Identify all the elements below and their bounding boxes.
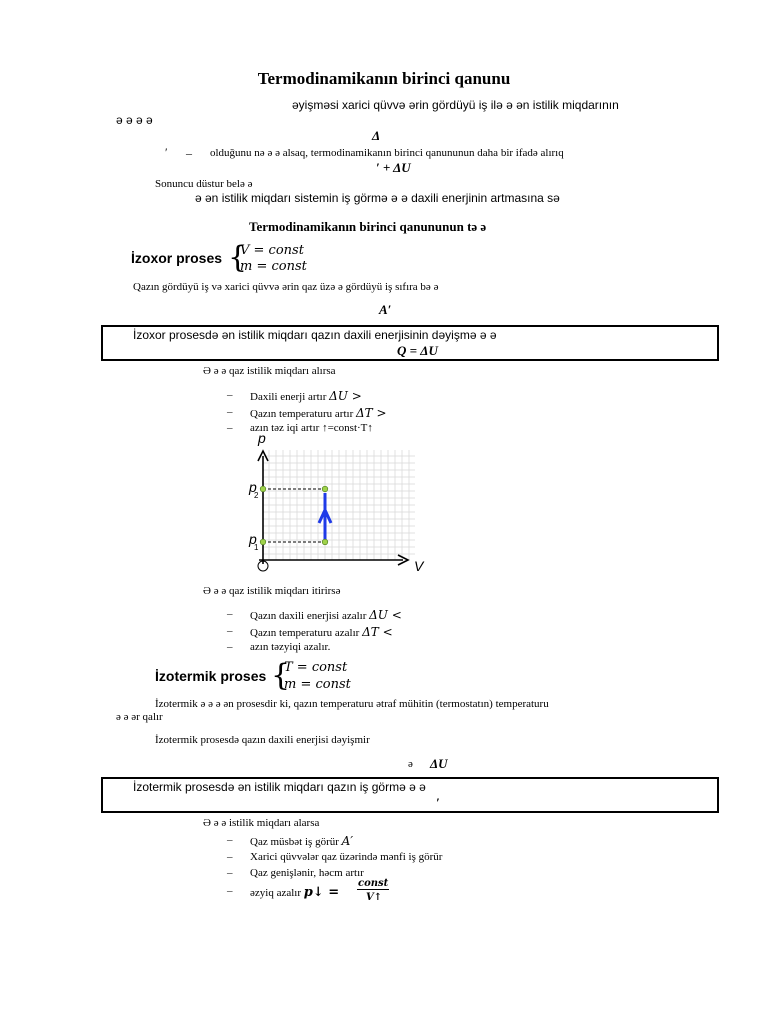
izoxor-box-line-1: İzoxor prosesdə ən istilik miqdarı qazın daxili enerjisinin dəyişmə ə ə — [133, 328, 497, 342]
izoxor-brace: { — [228, 240, 248, 275]
list-item-dash: – — [227, 625, 233, 637]
intro-formula-2: ′ + ΔU — [376, 160, 411, 175]
list-item — [250, 608, 402, 622]
izotermik-brace: { — [271, 658, 291, 693]
list-item-math: ΔU < — [369, 608, 402, 622]
list-item-dash: – — [227, 834, 233, 846]
list-item-math: ΔT > — [355, 406, 387, 420]
list-item-text: Qazın temperaturu azalır — [250, 627, 363, 639]
izotermik-definition-1: İzotermik ə ə ə ən prosesdir ki, qazın temperaturu ətraf mühitin (termostatın) temperaturu — [155, 698, 549, 710]
list-item-dash: – — [227, 885, 233, 897]
list-item-dash: – — [227, 406, 233, 418]
izoxor-condition-1: V = const — [240, 243, 304, 258]
list-item-math: p↓ = — [303, 885, 340, 900]
graph-x-label: V — [414, 558, 424, 574]
intro-line-3-dash: – — [186, 146, 192, 160]
list-item-text: Qazın daxili enerjisi azalır — [250, 610, 370, 622]
intro-line-4: Sonuncu düstur belə ə — [155, 178, 253, 190]
izotermik-formula: ΔU — [430, 756, 448, 771]
graph-y-label: p — [258, 430, 266, 446]
list-item-math: ΔU > — [329, 389, 362, 403]
izotermik-condition-2: m = const — [284, 677, 351, 692]
list-item — [250, 867, 364, 879]
list-item-dash: – — [227, 851, 233, 863]
izotermik-definition-2: ə ə ər qalır — [116, 711, 163, 723]
list-item — [250, 834, 353, 848]
graph-point — [322, 486, 328, 492]
intro-line-5: ə ən istilik miqdarı sistemin iş görmə ə ə daxili enerjinin artmasına sə — [195, 191, 560, 205]
list-item-text: əzyiq azalır — [250, 887, 304, 899]
fraction-numerator: const — [358, 878, 389, 889]
list-item-text: Daxili enerji artır — [250, 391, 330, 403]
pv-diagram — [245, 430, 425, 578]
intro-line-1: əyişməsi xarici qüvvə ərin gördüyü iş ilə ə ən istilik miqdarının — [292, 98, 619, 112]
list-item-dash: – — [227, 422, 233, 434]
graph-p2-label: p — [249, 479, 257, 495]
list-item-dash: – — [227, 608, 233, 620]
izoxor-box-line-2: Q = ΔU — [397, 343, 438, 358]
izoxor-case2-title: Ə ə ə qaz istilik miqdarı itirirsə — [203, 585, 341, 597]
graph-p1-label: p — [249, 531, 257, 547]
intro-line-3-prefix: ′ — [165, 145, 168, 159]
list-item-math: ΔT < — [362, 625, 393, 639]
izotermik-box-line-2: ′ — [436, 795, 440, 810]
graph-grid — [263, 450, 415, 560]
list-item — [250, 641, 330, 653]
list-item — [250, 406, 387, 420]
list-item-math: A′ — [341, 834, 354, 848]
list-item-dash: – — [227, 641, 233, 653]
list-item — [250, 389, 362, 403]
graph-point — [322, 539, 328, 545]
graph-point — [260, 539, 266, 545]
list-item-text: Xarici qüvvələr qaz üzərində mənfi iş görür — [250, 851, 443, 863]
izoxor-case1-title: Ə ə ə qaz istilik miqdarı alırsa — [203, 365, 336, 377]
list-item — [250, 885, 339, 900]
izotermik-heading: İzotermik proses — [155, 668, 267, 684]
list-item-text: Qazın temperaturu artır — [250, 408, 356, 420]
izotermik-text: İzotermik prosesdə qazın daxili enerjisi dəyişmir — [155, 734, 370, 746]
izotermik-condition-1: T = const — [284, 660, 348, 675]
intro-formula-1: Δ — [372, 128, 381, 143]
list-item-dash: – — [227, 867, 233, 879]
fraction-denominator: V↑ — [366, 892, 383, 903]
list-item-text: Qaz müsbət iş görür — [250, 836, 342, 848]
izoxor-formula: A′ — [379, 302, 392, 317]
section-subtitle: Termodinamikanın birinci qanununun tə ə — [249, 219, 487, 234]
izotermik-formula-prefix: ə — [408, 758, 413, 770]
list-item-text: azın təzyiqi azalır. — [250, 641, 331, 653]
izoxor-heading: İzoxor proses — [131, 250, 223, 266]
izotermik-box-line-1: İzotermik prosesdə ən istilik miqdarı qazın iş görmə ə ə — [133, 780, 426, 794]
list-item-text: Qaz genişlənir, həcm artır — [250, 867, 364, 879]
page-title: Termodinamikanın birinci qanunu — [257, 69, 511, 88]
izoxor-text: Qazın gördüyü iş və xarici qüvvə ərin qaz üzə ə gördüyü iş sıfıra bə ə — [133, 281, 439, 293]
list-item-dash: – — [227, 389, 233, 401]
list-item — [250, 851, 442, 863]
graph-p2-sub: 2 — [254, 491, 259, 500]
izoxor-condition-2: m = const — [240, 259, 307, 274]
intro-line-3: olduğunu nə ə ə alsaq, termodinamikanın birinci qanununun daha bir ifadə alırıq — [210, 147, 564, 159]
izotermik-case-title: Ə ə ə istilik miqdarı alarsa — [203, 817, 320, 829]
graph-point — [260, 486, 266, 492]
list-item — [250, 625, 393, 639]
intro-line-2: ə ə ə ə — [116, 113, 153, 127]
list-item-text: azın təz iqi artır ↑=const·T↑ — [250, 422, 373, 434]
graph-p1-sub: 1 — [254, 543, 259, 552]
